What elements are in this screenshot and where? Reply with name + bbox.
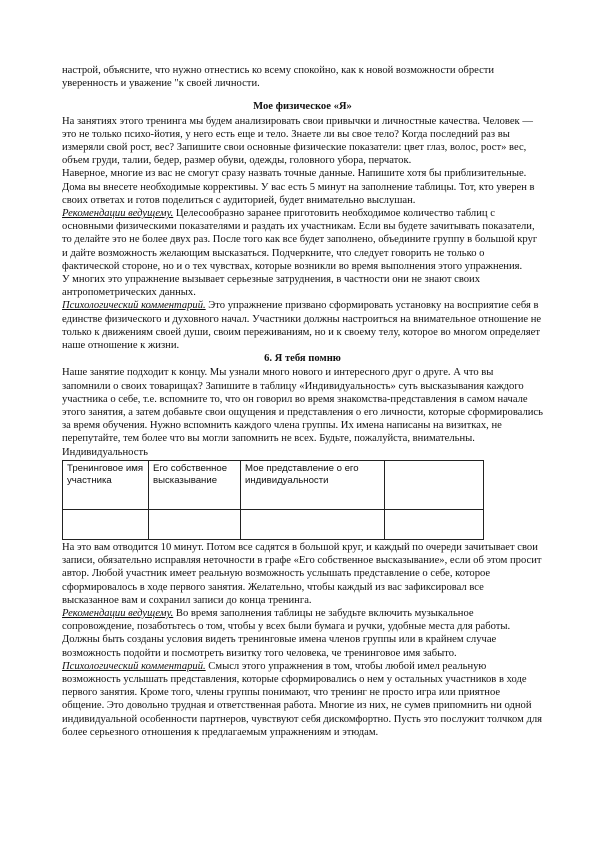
physical-psych-comment — [62, 299, 543, 352]
psych-comment-text: Это упражнение призвано сформировать установку на восприятие себя в единстве физического и духовного начал. Участники должны настроиться на внимательное отношение не только к движениям своей души, своим переживаниям, но и к своему телу, которое во многом определяет наше отношение к жизни. — [62, 300, 542, 352]
column-header-my-impression: Мое представление о его индивидуальности — [241, 460, 385, 509]
physical-paragraph-2: Наверное, многие из вас не смогут сразу назвать точные данные. Напишите хотя бы приблизительные. Дома вы внесете необходимые коррективы. У вас есть 5 минут на заполнение таблицы. Тот, кто уверен в своих ответах и готов поделиться с аудиторией, будет внимательно выслушан. — [62, 168, 535, 206]
column-header-name: Тренинговое имя участника — [63, 460, 149, 509]
physical-paragraph-1: На занятиях этого тренинга мы будем анализировать свои привычки и личностные качества. Человек — это не только психо-йотия, у него есть еще и тело. Знаете ли вы свое тело? Когда последний раз вы измеряли свой рост, вес? Запишите свои основные физические показатели: цвет глаз, волос, рост» вес, объем груди, талии, бедер, размер обуви, одежды, головного убора, перчаток. — [62, 115, 533, 167]
table-row — [63, 509, 484, 539]
psych-comment-lead: Психологический комментарий. — [62, 660, 206, 672]
psych-comment-lead: Психологический комментарий. — [62, 300, 206, 312]
table-cell — [63, 509, 149, 539]
individuality-table — [62, 460, 484, 540]
table-cell — [149, 509, 241, 539]
intro-paragraph: настрой, объясните, что нужно отнестись ко всему спокойно, как к новой возможности обрести уверенность и уважение "к своей личности. — [62, 65, 495, 90]
column-header-empty — [385, 460, 484, 509]
column-header-own-statement: Его собственное высказывание — [149, 460, 241, 509]
section-heading-physical-self: Мое физическое «Я» — [253, 101, 352, 113]
remember-psych-comment — [62, 660, 543, 739]
recommendation-text: Целесообразно заранее приготовить необходимое количество таблиц с основными физическими показателями и раздать их участникам. Если вы будете зачитывать показатели, то делайте это не более двух раз. После того как все будет заполнено, объедините группу в большой круг и дайте возможность желающим высказаться. Подчеркните, что следует говорить не только о фактической стороне, но и о тех чувствах, которые возникли во время выполнения этого упражнения. — [62, 208, 538, 272]
remember-paragraph: Наше занятие подходит к концу. Мы узнали много нового и интересного друг о друге. А что вы запомнили о своих товарищах? Запишите в таблицу «Индивидуальность» суть высказывания каждого участника о себе, т.е. вспомните то, что он говорил во время знакомства-представления в самом начале этого занятия, а затем добавьте свои ощущения и представления о его личности, которые сформировались за время обучения. Нужно вспомнить каждого члена группы. Их имена написаны на визитках, не перепутайте, тем более что вы могли запомнить не всех. Будьте, пожалуйста, внимательны. Индивидуальность — [62, 367, 543, 458]
recommendation-text: Во время заполнения таблицы не забудьте включить музыкальное сопровождение, позаботьтесь о том, чтобы у всех были бумага и ручки, удобные места для работы. Должны быть созданы условия видеть тренинговые имена членов группы или в крайнем случае возможность подойти и посмотреть визитку того человека, че тренинговое имя забыто. — [62, 607, 511, 659]
psych-comment-text: Смысл этого упражнения в том, чтобы любой имел реальную возможность услышать представления, которые сформировались о нем у остальных участников в ходе первого занятия. Кроме того, члены группы понимают, что тренинг не просто игра или приятное общение. Это довольно трудная и ответственная работа. Многие из них, не сумев припомнить ни одной индивидуальной особенности партнеров, чувствуют себя дискомфортно. Пусть это послужит толчком для более серьезного отношения к предлагаемым упражнениям и этюдам. — [62, 660, 542, 738]
recommendation-lead: Рекомендации ведущему. — [62, 607, 174, 619]
recommendation-lead: Рекомендации ведущему. — [62, 208, 174, 220]
after-table-paragraph: На это вам отводится 10 минут. Потом все садятся в большой круг, и каждый по очереди зачитывает свои записи, обязательно исправляя неточности в графе «Его собственное высказывание», если об этом просит автор. Любой участник имеет реальную возможность услышать представление о себе, которое сформировалось в ходе первого занятия. Желательно, чтобы каждый из вас зафиксировал все высказанное вам и сохранил записи до конца тренинга. — [62, 541, 542, 606]
physical-recommendation — [62, 207, 543, 273]
table-header-row — [63, 460, 484, 509]
table-cell — [241, 509, 385, 539]
remember-recommendation — [62, 607, 543, 660]
physical-note: У многих это упражнение вызывает серьезные затруднения, в частности они не знают своих антропометрических данных. — [62, 274, 481, 299]
table-cell — [385, 509, 484, 539]
section-heading-i-remember-you: 6. Я тебя помню — [264, 353, 341, 365]
